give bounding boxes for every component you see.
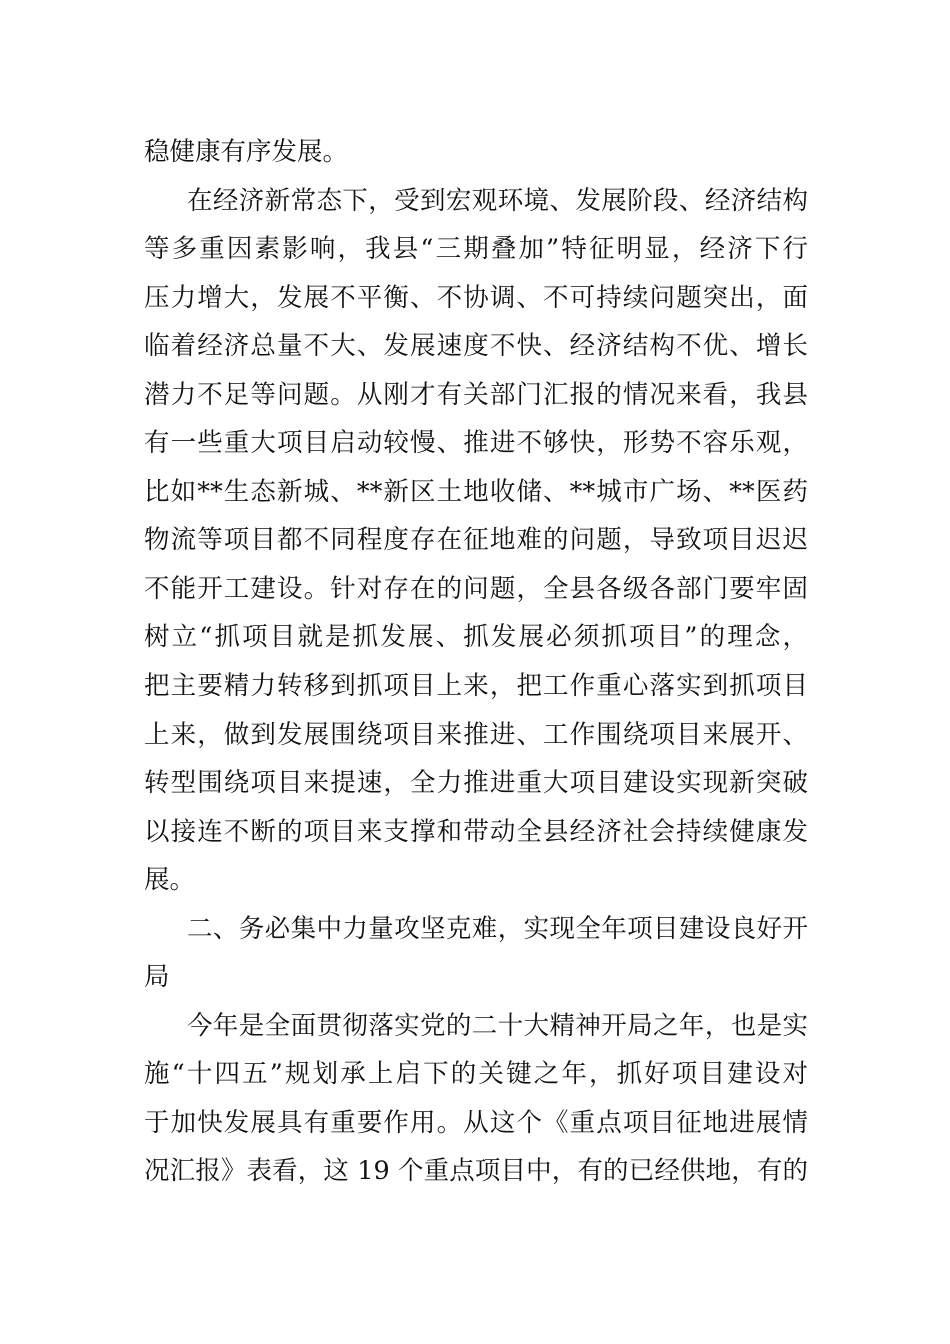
text-line: 潜力不足等问题。从刚才有关部门汇报的情况来看，我县	[144, 379, 808, 410]
text-line: 等多重因素影响，我县“三期叠加”特征明显，经济下行	[144, 234, 808, 265]
text-line: 把主要精力转移到抓项目上来，把工作重心落实到抓项目	[144, 671, 808, 702]
text-line: 况汇报》表看，这 19 个重点项目中，有的已经供地，有的	[144, 1156, 808, 1187]
text-line: 展。	[144, 865, 196, 896]
text-line: 物流等项目都不同程度存在征地难的问题，导致项目迟迟	[144, 525, 808, 556]
text-line: 树立“抓项目就是抓发展、抓发展必须抓项目”的理念，	[144, 622, 808, 653]
paragraph-first-line: 在经济新常态下，受到宏观环境、发展阶段、经济结构	[187, 185, 808, 216]
text-line: 施“十四五”规划承上启下的关键之年，抓好项目建设对	[144, 1059, 808, 1090]
text-line: 有一些重大项目启动较慢、推进不够快，形势不容乐观，	[144, 428, 808, 459]
text-line: 转型围绕项目来提速，全力推进重大项目建设实现新突破	[144, 768, 808, 799]
text-line: 上来，做到发展围绕项目来推进、工作围绕项目来展开、	[144, 719, 808, 750]
section-heading-continued: 局	[144, 962, 170, 993]
text-line: 临着经济总量不大、发展速度不快、经济结构不优、增长	[144, 331, 808, 362]
text-line: 以接连不断的项目来支撑和带动全县经济社会持续健康发	[144, 816, 808, 847]
paragraph-first-line: 今年是全面贯彻落实党的二十大精神开局之年，也是实	[187, 1010, 808, 1041]
text-line: 稳健康有序发展。	[144, 137, 349, 167]
text-line: 比如**生态新城、**新区土地收储、**城市广场、**医药	[144, 476, 808, 507]
text-line: 不能开工建设。针对存在的问题，全县各级各部门要牢固	[144, 573, 808, 604]
text-line: 压力增大，发展不平衡、不协调、不可持续问题突出，面	[144, 282, 808, 313]
text-line: 于加快发展具有重要作用。从这个《重点项目征地进展情	[144, 1107, 808, 1138]
document-body	[144, 128, 808, 1196]
section-heading: 二、务必集中力量攻坚克难，实现全年项目建设良好开	[187, 913, 808, 944]
